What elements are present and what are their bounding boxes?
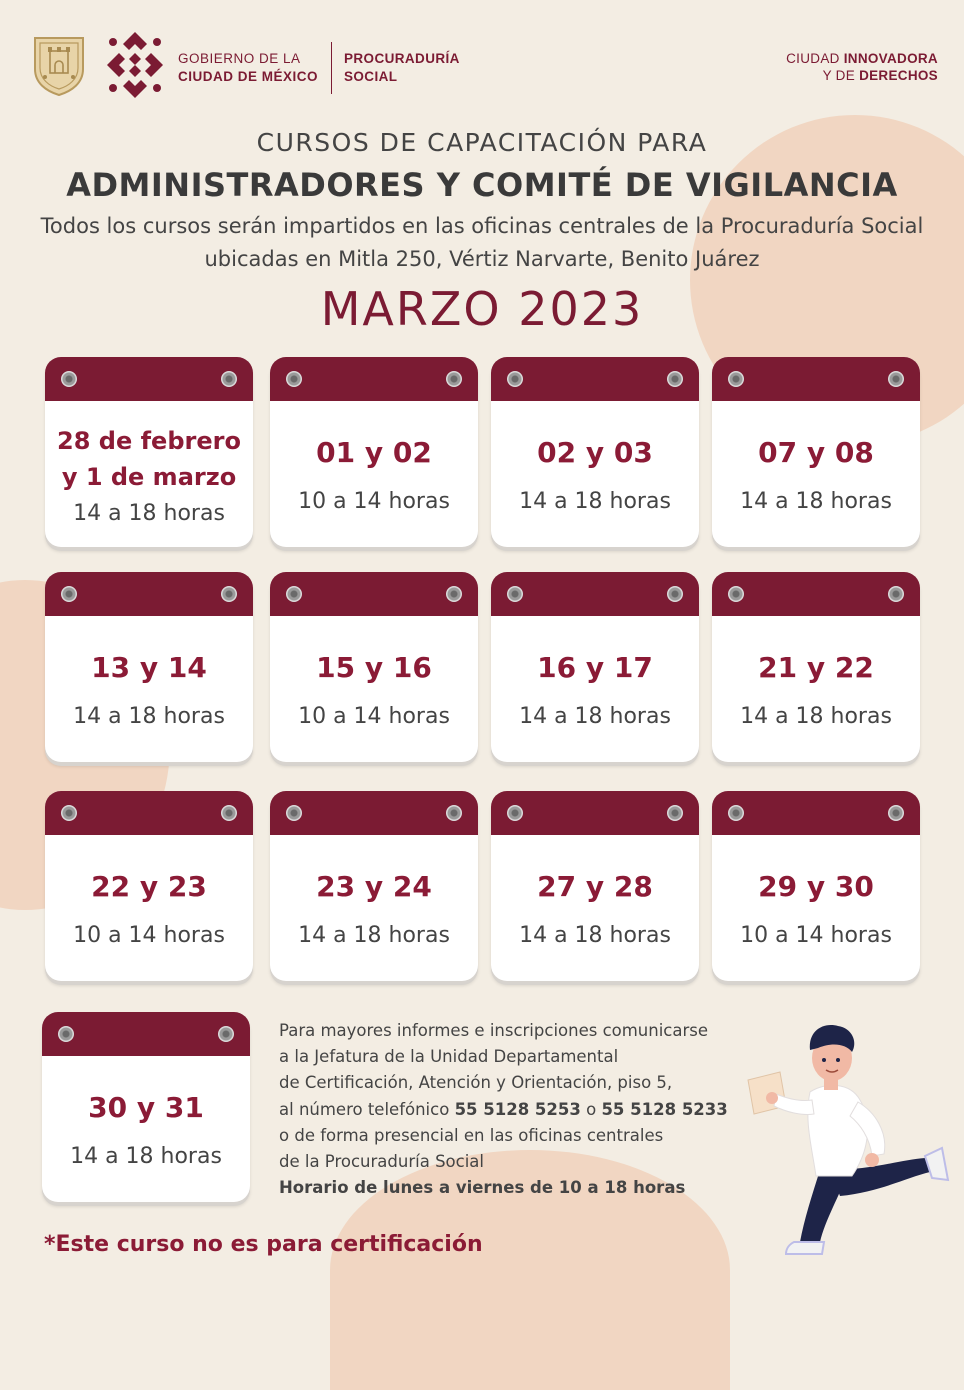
gobierno-cdmx-label: GOBIERNO DE LA CIUDAD DE MÉXICO xyxy=(178,51,319,84)
cdmx-logo-icon xyxy=(103,28,167,102)
procuraduria-social-label: PROCURADURÍA SOCIAL xyxy=(344,51,460,84)
ring-icon xyxy=(507,805,523,821)
ring-icon xyxy=(446,805,462,821)
card-hours: 10 a 14 horas xyxy=(298,703,450,729)
ring-icon xyxy=(888,586,904,602)
ring-icon xyxy=(888,371,904,387)
calendar-card-header xyxy=(491,572,699,616)
card-hours: 10 a 14 horas xyxy=(73,922,225,948)
card-date: 02 y 03 xyxy=(537,435,653,469)
calendar-card-header xyxy=(45,357,253,401)
card-date: 23 y 24 xyxy=(316,869,432,903)
calendar-card-header xyxy=(712,357,920,401)
person-running-illustration xyxy=(720,1020,960,1260)
ring-icon xyxy=(221,586,237,602)
phone-number: 55 5128 5233 xyxy=(601,1099,728,1119)
location-text: Todos los cursos serán impartidos en las oficinas centrales de la Procuraduría Social ubicadas en Mitla 250, Vértiz Narvarte, Benito Juárez xyxy=(40,214,924,271)
calendar-card xyxy=(270,572,478,762)
calendar-card-header xyxy=(45,791,253,835)
ring-icon xyxy=(221,805,237,821)
calendar-card xyxy=(270,791,478,981)
ciudad-innovadora-label: CIUDAD INNOVADORA Y DE DERECHOS xyxy=(786,51,938,83)
crest-icon xyxy=(32,35,86,97)
calendar-card-header xyxy=(491,357,699,401)
ring-icon xyxy=(218,1026,234,1042)
ring-icon xyxy=(61,586,77,602)
card-date: 29 y 30 xyxy=(758,869,874,903)
calendar-card xyxy=(491,572,699,762)
card-date: 15 y 16 xyxy=(316,650,432,684)
ring-icon xyxy=(446,371,462,387)
ring-icon xyxy=(286,586,302,602)
ring-icon xyxy=(286,371,302,387)
card-date: 16 y 17 xyxy=(537,650,653,684)
phone-number: 55 5128 5253 xyxy=(454,1099,581,1119)
card-date: 30 y 31 xyxy=(88,1090,204,1124)
card-date: 22 y 23 xyxy=(91,869,207,903)
office-hours: Horario de lunes a viernes de 10 a 18 horas xyxy=(279,1178,686,1198)
calendar-card xyxy=(712,572,920,762)
card-hours: 14 a 18 horas xyxy=(519,703,671,729)
ring-icon xyxy=(667,586,683,602)
card-hours: 14 a 18 horas xyxy=(70,1143,222,1169)
ring-icon xyxy=(61,371,77,387)
ring-icon xyxy=(507,371,523,387)
ring-icon xyxy=(888,805,904,821)
calendar-card xyxy=(491,357,699,547)
contact-info: Para mayores informes e inscripciones comunicarse a la Jefatura de la Unidad Departamental de Certificación, Atención y Orientación, piso 5, al número telefónico 55 5128 5253 o 55 5128 5233 o de forma presencial en las oficinas centrales de la Procuraduría Social Horario de lunes a viernes de 10 a 18 horas xyxy=(279,1021,728,1198)
card-date: 28 de febrero y 1 de marzo xyxy=(57,426,241,491)
title-line1: CURSOS DE CAPACITACIÓN PARA xyxy=(256,128,708,157)
calendar-card-header xyxy=(712,791,920,835)
calendar-card-header xyxy=(712,572,920,616)
month-title: MARZO 2023 xyxy=(320,282,644,336)
card-hours: 14 a 18 horas xyxy=(73,703,225,729)
calendar-card xyxy=(270,357,478,547)
calendar-card xyxy=(491,791,699,981)
card-hours: 14 a 18 horas xyxy=(519,488,671,514)
calendar-card-header xyxy=(270,357,478,401)
calendar-card-header xyxy=(491,791,699,835)
card-hours: 14 a 18 horas xyxy=(740,488,892,514)
card-hours: 14 a 18 horas xyxy=(73,500,225,526)
calendar-card xyxy=(712,357,920,547)
calendar-card-header xyxy=(270,791,478,835)
calendar-card-header xyxy=(45,572,253,616)
ring-icon xyxy=(507,586,523,602)
card-hours: 14 a 18 horas xyxy=(298,922,450,948)
certification-note: *Este curso no es para certificación xyxy=(44,1232,483,1257)
card-date: 21 y 22 xyxy=(758,650,874,684)
ring-icon xyxy=(286,805,302,821)
ring-icon xyxy=(728,371,744,387)
ring-icon xyxy=(667,371,683,387)
card-hours: 10 a 14 horas xyxy=(740,922,892,948)
calendar-card-header xyxy=(42,1012,250,1056)
ring-icon xyxy=(728,805,744,821)
card-hours: 14 a 18 horas xyxy=(740,703,892,729)
ring-icon xyxy=(728,586,744,602)
calendar-card xyxy=(42,1012,250,1202)
calendar-card xyxy=(712,791,920,981)
card-date: 27 y 28 xyxy=(537,869,653,903)
card-date: 01 y 02 xyxy=(316,435,432,469)
calendar-card xyxy=(45,572,253,762)
card-date: 07 y 08 xyxy=(758,435,874,469)
ring-icon xyxy=(667,805,683,821)
ring-icon xyxy=(58,1026,74,1042)
calendar-card-header xyxy=(270,572,478,616)
calendar-card xyxy=(45,357,253,547)
title-main: ADMINISTRADORES Y COMITÉ DE VIGILANCIA xyxy=(66,166,898,204)
header-divider xyxy=(331,42,332,94)
ring-icon xyxy=(61,805,77,821)
ring-icon xyxy=(446,586,462,602)
card-hours: 10 a 14 horas xyxy=(298,488,450,514)
card-date: 13 y 14 xyxy=(91,650,207,684)
ring-icon xyxy=(221,371,237,387)
calendar-card xyxy=(45,791,253,981)
card-hours: 14 a 18 horas xyxy=(519,922,671,948)
